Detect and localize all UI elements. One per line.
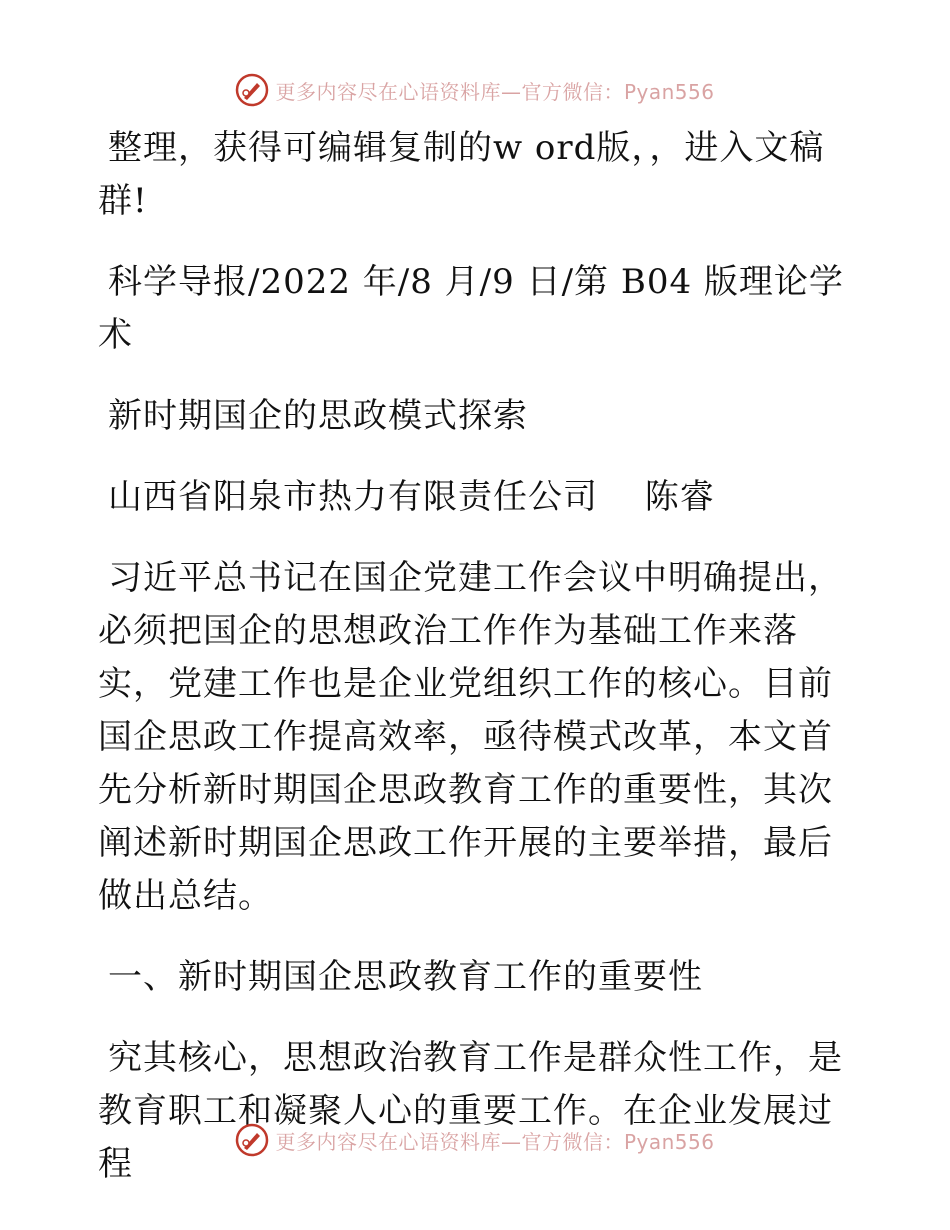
header-banner-text: 更多内容尽在心语资料库—官方微信：Pyan556: [275, 79, 715, 104]
source-line: 科学导报/2022 年/8 月/9 日/第 B04 版理论学术: [98, 262, 844, 355]
body-paragraph: 究其核心，思想政治教育工作是群众性工作，是教育职工和凝聚人心的重要工作。在企业发展过程: [98, 1038, 843, 1184]
pen-logo-icon: [235, 1123, 269, 1157]
intro-note: 整理，获得可编辑复制的w ord版，，进入文稿群!: [98, 128, 825, 221]
section-heading: 一、新时期国企思政教育工作的重要性: [108, 957, 703, 997]
footer-banner-text: 更多内容尽在心语资料库—官方微信：Pyan556: [275, 1129, 715, 1154]
abstract-paragraph: 习近平总书记在国企党建工作会议中明确提出，必须把国企的思想政治工作作为基础工作来落实，党建工作也是企业党组织工作的核心。目前国企思政工作提高效率，亟待模式改革，本文首先分析新时期国企思政教育工作的重要性，其次阐述新时期国企思政工作开展的主要举措，最后做出总结。: [98, 558, 843, 916]
header-banner: [0, 70, 950, 110]
footer-banner: [0, 1120, 950, 1160]
article-title: 新时期国企的思政模式探索: [108, 396, 528, 436]
pen-logo-icon: [235, 73, 269, 107]
document-body: [98, 122, 858, 1191]
author-line: 山西省阳泉市热力有限责任公司 陈睿: [108, 477, 715, 517]
